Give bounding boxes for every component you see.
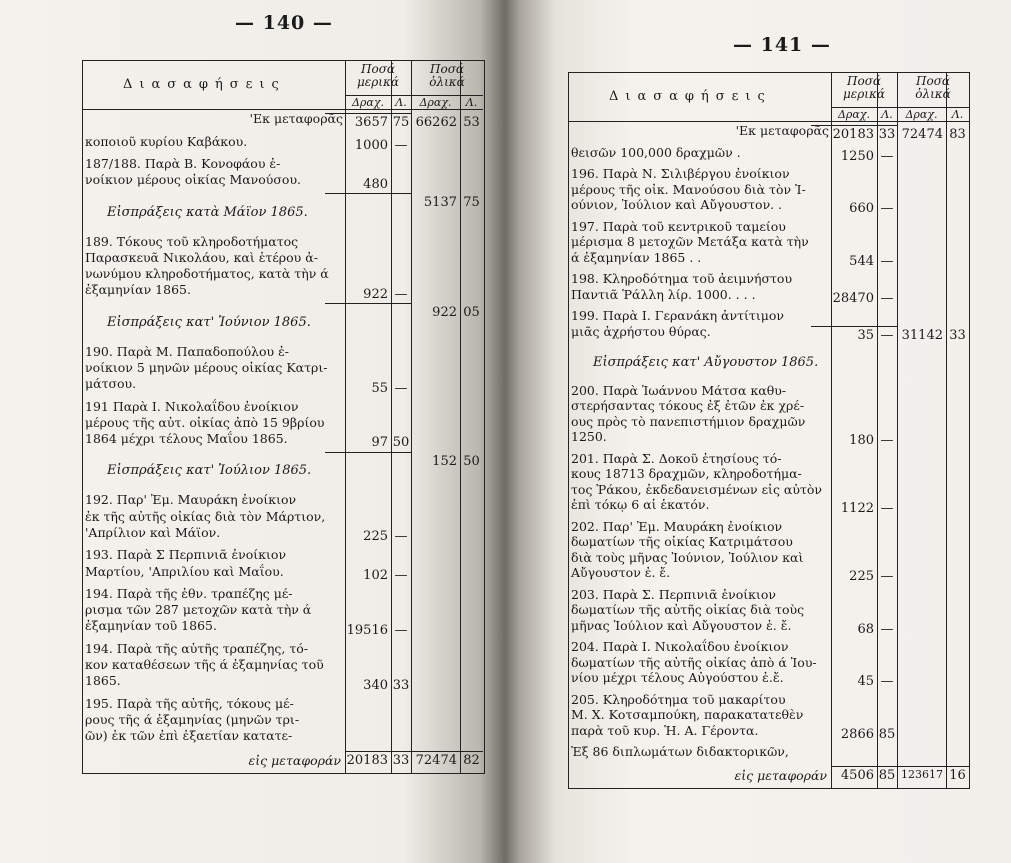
entry-description <box>85 344 343 392</box>
entry-description <box>85 134 343 150</box>
partial-drachmas: 97 <box>371 435 388 451</box>
description-line: Μαρτίου, 'Απριλίου καὶ Μαΐου. <box>85 563 284 579</box>
drachmas-subheader: Δραχ. <box>905 108 938 121</box>
description-line: 190. Παρὰ Μ. Παπαδοπούλου ἐ- <box>85 343 289 359</box>
column-rule <box>897 73 898 788</box>
carried-forward-label: εἰς μεταφοράν <box>248 753 341 768</box>
partial-lepta: — <box>394 622 408 638</box>
column-rule <box>345 61 346 773</box>
description-line: ρισμα τῶν 287 μετοχῶν κατὰ τὴν ά <box>85 602 312 618</box>
entry-description <box>571 145 829 160</box>
carried-partial-drachmas: 4506 <box>840 768 874 783</box>
description-line: 187/188. Παρὰ Β. Κονοφάου ἐ- <box>85 156 281 172</box>
partial-drachmas: 225 <box>849 569 874 585</box>
partial-drachmas: 225 <box>363 529 388 545</box>
description-line: 'Εκ μεταφορᾶς <box>249 111 343 126</box>
description-line: νοίκιον μέρους οἰκίας Μανούσου. <box>85 172 302 188</box>
ledger-table <box>82 60 485 774</box>
column-rule <box>460 61 461 773</box>
partial-drachmas: 180 <box>849 433 874 449</box>
description-line: ἐξαμηνίαν τοῦ 1865. <box>85 618 217 634</box>
description-line: 202. Παρ' Ἐμ. Μαυράκη ἐνοίκιον <box>571 518 783 534</box>
total-lepta: 33 <box>949 328 966 344</box>
partial-drachmas: 660 <box>849 201 874 217</box>
partial-drachmas: 1122 <box>840 501 874 517</box>
description-line: 195. Παρὰ τῆς αὐτῆς, τόκους μέ- <box>85 696 294 712</box>
partial-drachmas: 2866 <box>840 726 874 742</box>
total-amounts-header: Ποσά ὁλικά <box>429 62 465 89</box>
partial-drachmas: 1000 <box>354 138 388 154</box>
partial-drachmas: 35 <box>857 328 874 344</box>
description-line: 200. Παρὰ Ἰωάννου Μάτσα καθυ- <box>571 382 787 398</box>
description-line: θεισῶν 100,000 δραχμῶν . <box>571 144 741 160</box>
description-line: μάτσου. <box>85 376 137 392</box>
entry-description <box>571 383 829 445</box>
description-line: 203. Παρὰ Σ. Περπινιᾶ ἐνοίκιον <box>571 586 777 602</box>
description-line: 205. Κληροδότημα τοῦ μακαρίτου <box>571 691 786 707</box>
partial-drachmas: 19516 <box>346 622 388 638</box>
ledger-table <box>568 72 970 789</box>
page-number: — 140 — <box>235 12 333 34</box>
description-line: νίου μέχρι τέλους Αὐγούστου ἐ.ἔ. <box>571 670 784 686</box>
description-line: 'Απρίλιον καὶ Μάϊον. <box>85 524 221 540</box>
partial-lepta: — <box>880 501 894 517</box>
description-line: παρὰ τοῦ κυρ. Ἡ. Α. Γέροντα. <box>571 722 759 738</box>
description-line: 1865. <box>85 673 121 689</box>
entry-description <box>85 234 343 299</box>
description-line: 192. Παρ' Ἐμ. Μαυράκη ἐνοίκιον <box>85 492 297 508</box>
description-line: κους 18713 δραχμῶν, κληροδοτήμα- <box>571 466 802 482</box>
description-line: μέρους τῆς αὐτ. οἰκίας ἀπὸ 15 9βρίου <box>85 414 325 430</box>
column-title: Διασαφήσεις <box>609 89 772 104</box>
description-line: κοποιοῦ κυρίου Καβάκου. <box>85 133 248 149</box>
partial-lepta: — <box>880 674 894 690</box>
description-line: 189. Τόκους τοῦ κληροδοτήματος <box>85 233 299 249</box>
column-rule <box>946 73 947 788</box>
description-line: Ἐξ 86 διπλωμάτων διδακτορικῶν, <box>571 744 789 760</box>
description-line: ἐξαμηνίαν 1865. <box>85 282 191 298</box>
description-line: 1250. <box>571 429 607 445</box>
entry-description <box>571 219 829 265</box>
partial-lepta: — <box>394 138 408 154</box>
entry-description <box>85 399 343 447</box>
entry-description <box>85 111 343 127</box>
entry-description <box>85 641 343 689</box>
total-lepta: 75 <box>463 195 480 211</box>
partial-drachmas: 3657 <box>354 115 388 131</box>
column-rule <box>391 61 392 773</box>
entry-description <box>85 696 343 744</box>
partial-lepta: 75 <box>392 115 410 131</box>
column-title: Διασαφήσεις <box>123 77 286 92</box>
header-rule <box>83 109 483 110</box>
description-line: 201. Παρὰ Σ. Δοκοῦ ἐτησίους τό- <box>571 450 782 466</box>
entry-description <box>85 586 343 634</box>
entry-description <box>571 271 829 302</box>
carried-total-lepta: 82 <box>463 753 480 768</box>
partial-lepta: — <box>880 253 894 269</box>
total-drachmas: 66262 <box>415 115 457 131</box>
partial-drachmas: 68 <box>857 621 874 637</box>
drachmas-subheader: Δραχ. <box>837 108 870 121</box>
partial-lepta: — <box>880 291 894 307</box>
subtotal-rule <box>325 452 411 453</box>
description-line: στερήσαντας τόκους ἐξ ἐτῶν ἐκ χρέ- <box>571 398 805 414</box>
description-line: νοίκιον 5 μηνῶν μέρους οἰκίας Κατρι- <box>85 359 328 375</box>
carried-partial-lepta: 33 <box>392 753 410 768</box>
description-line: ρους τῆς ά ἐξαμηνίας (μηνῶν τρι- <box>85 712 300 728</box>
description-line: διὰ τοὺς μῆνας Ἰούνιον, Ἰούλιον καὶ <box>571 549 804 565</box>
partial-drachmas: 102 <box>363 567 388 583</box>
partial-drachmas: 922 <box>363 286 388 302</box>
total-drachmas: 31142 <box>901 328 943 344</box>
total-rule <box>345 751 483 752</box>
carried-total-drachmas: 123617 <box>901 768 943 781</box>
drachmas-subheader: Δραχ. <box>419 96 452 109</box>
description-line: μῆνας Ἰούλιον καὶ Αὔγουστον ἐ. ἔ. <box>571 617 792 633</box>
entry-description <box>571 639 829 685</box>
partial-lepta: — <box>880 328 894 344</box>
partial-lepta: 50 <box>392 435 410 451</box>
description-line: 194. Παρὰ τῆς αὐτῆς τραπέζης, τό- <box>85 641 308 657</box>
subtotal-rule <box>325 113 411 114</box>
description-line: 'Εκ μεταφορᾶς <box>735 123 829 138</box>
entry-description <box>571 587 829 633</box>
description-line: 191 Παρὰ Ι. Νικολαΐδου ἐνοίκιον <box>85 398 299 414</box>
carried-partial-lepta: 85 <box>878 768 896 783</box>
left-page <box>0 0 505 863</box>
partial-drachmas: 28470 <box>832 291 874 307</box>
partial-lepta: — <box>880 201 894 217</box>
right-page <box>505 0 1011 863</box>
page-number: — 141 — <box>733 34 831 56</box>
description-line: τος Ῥάκου, ἐκδεδανεισμένων εἰς αὐτὸν <box>571 481 823 497</box>
partial-lepta: — <box>394 567 408 583</box>
partial-lepta: — <box>880 569 894 585</box>
total-rule <box>831 766 969 767</box>
partial-drachmas: 544 <box>849 253 874 269</box>
section-heading: Εἰσπράξεις κατ' Αὔγουστον 1865. <box>593 354 819 370</box>
lepta-subheader: Λ. <box>465 96 478 109</box>
section-heading: Εἰσπράξεις κατ' Ἰούλιον 1865. <box>107 463 312 479</box>
lepta-subheader: Λ. <box>881 108 893 121</box>
total-drachmas: 72474 <box>901 127 943 143</box>
carried-total-drachmas: 72474 <box>415 753 457 768</box>
subtotal-rule <box>325 303 411 304</box>
description-line: 197. Παρὰ τοῦ κεντρικοῦ ταμείου <box>571 218 786 234</box>
entry-description <box>571 744 829 759</box>
section-heading: Εἰσπράξεις κατ' Ἰούνιον 1865. <box>107 314 311 330</box>
partial-lepta: — <box>394 529 408 545</box>
subtotal-rule <box>811 326 897 327</box>
description-line: 193. Παρὰ Σ Περπινιᾶ ἐνοίκιον <box>85 547 287 563</box>
description-line: νωνύμου κληροδοτήματος, κατὰ τὴν ά <box>85 266 329 282</box>
description-line: δωματίων τῆς αὐτῆς οἰκίας ἀπὸ ά Ἰου- <box>571 654 817 670</box>
partial-lepta: — <box>394 286 408 302</box>
subtotal-rule <box>811 125 897 126</box>
partial-drachmas: 55 <box>371 380 388 396</box>
description-line: 198. Κληροδότημα τοῦ ἀειμνήστου <box>571 271 793 287</box>
partial-lepta: — <box>880 148 894 164</box>
description-line: κον καταθέσεων τῆς ά ἐξαμηνίας τοῦ <box>85 657 324 673</box>
subtotal-rule <box>325 193 411 194</box>
partial-amounts-header: Ποσά μερικά <box>357 62 399 89</box>
partial-lepta: — <box>394 380 408 396</box>
total-drachmas: 5137 <box>423 195 457 211</box>
partial-drachmas: 340 <box>363 677 388 693</box>
partial-lepta: — <box>880 621 894 637</box>
partial-lepta: 33 <box>878 127 896 143</box>
description-line: Μ. Χ. Κοτσαμπούκη, παρακατατεθὲν <box>571 707 804 723</box>
carried-total-lepta: 16 <box>949 768 966 783</box>
entry-description <box>571 451 829 513</box>
header-rule <box>569 121 969 122</box>
entry-description <box>85 547 343 579</box>
entry-description <box>571 692 829 738</box>
partial-lepta: 85 <box>878 726 896 742</box>
description-line: δωματίων τῆς αὐτῆς οἰκίας διὰ τοὺς <box>571 602 805 618</box>
partial-lepta: — <box>880 433 894 449</box>
description-line: Παρασκευᾶ Νικολάου, καὶ ἑτέρου ἀ- <box>85 249 318 265</box>
total-lepta: 53 <box>463 115 480 131</box>
description-line: ους πρὸς τὸ πανεπιστήμιον δραχμῶν <box>571 413 806 429</box>
partial-drachmas: 1250 <box>840 148 874 164</box>
total-lepta: 83 <box>949 127 966 143</box>
entry-description <box>571 519 829 581</box>
description-line: δωματίων τῆς οἰκίας Κατριμάτσου <box>571 534 793 550</box>
lepta-subheader: Λ. <box>951 108 964 121</box>
total-amounts-header: Ποσά ὁλικά <box>915 74 951 101</box>
partial-drachmas: 480 <box>363 176 388 192</box>
drachmas-subheader: Δραχ. <box>351 96 384 109</box>
description-line: 194. Παρὰ τῆς ἐθν. τραπέζης μέ- <box>85 586 293 602</box>
description-line: 204. Παρὰ Ι. Νικολαΐδου ἐνοίκιον <box>571 639 789 655</box>
partial-drachmas: 20183 <box>832 127 874 143</box>
total-drachmas: 152 <box>432 453 457 469</box>
description-line: μέρισμα 8 μετοχῶν Μετάξα κατὰ τὴν <box>571 234 809 250</box>
partial-lepta: 33 <box>392 677 410 693</box>
total-lepta: 50 <box>463 453 480 469</box>
lepta-subheader: Λ. <box>395 96 407 109</box>
description-line: ῶν) ἐκ τῶν ἐπὶ ἐξαετίαν κατατε- <box>85 728 293 744</box>
section-heading: Εἰσπράξεις κατὰ Μάϊον 1865. <box>107 204 308 220</box>
description-line: ούνιον, Ἰούλιον καὶ Αὔγουστον. . <box>571 197 783 213</box>
description-line: ἐπὶ τόκῳ 6 αἱ ἑκατόν. <box>571 497 710 513</box>
description-line: Αὔγουστον ἐ. ἔ. <box>571 565 671 581</box>
entry-description <box>571 308 829 339</box>
description-line: Παντιᾶ Ῥάλλη λίρ. 1000. . . . <box>571 286 756 302</box>
column-rule <box>411 61 412 773</box>
entry-description <box>85 156 343 188</box>
entry-description <box>85 492 343 540</box>
entry-description <box>571 123 829 138</box>
description-line: μέρους τῆς οἰκ. Μανούσου διὰ τὸν Ἰ- <box>571 181 806 197</box>
entry-description <box>571 166 829 212</box>
description-line: ά ἐξαμηνίαν 1865 . . <box>571 249 702 265</box>
description-line: 199. Παρὰ Ι. Γερανάκη ἀντίτιμον <box>571 308 784 324</box>
carried-partial-drachmas: 20183 <box>346 753 388 768</box>
description-line: 1864 μέχρι τέλους Μαΐου 1865. <box>85 430 288 446</box>
description-line: 196. Παρὰ Ν. Σιλιβέργου ἐνοίκιον <box>571 166 790 182</box>
description-line: μιᾶς ἀχρήστου θύρας. <box>571 323 711 339</box>
carried-forward-label: εἰς μεταφοράν <box>734 768 827 783</box>
total-lepta: 05 <box>463 304 480 320</box>
total-drachmas: 922 <box>432 304 457 320</box>
partial-amounts-header: Ποσά μερικά <box>843 74 885 101</box>
partial-drachmas: 45 <box>857 674 874 690</box>
description-line: ἐκ τῆς αὐτῆς οἰκίας διὰ τὸν Μάρτιον, <box>85 508 326 524</box>
